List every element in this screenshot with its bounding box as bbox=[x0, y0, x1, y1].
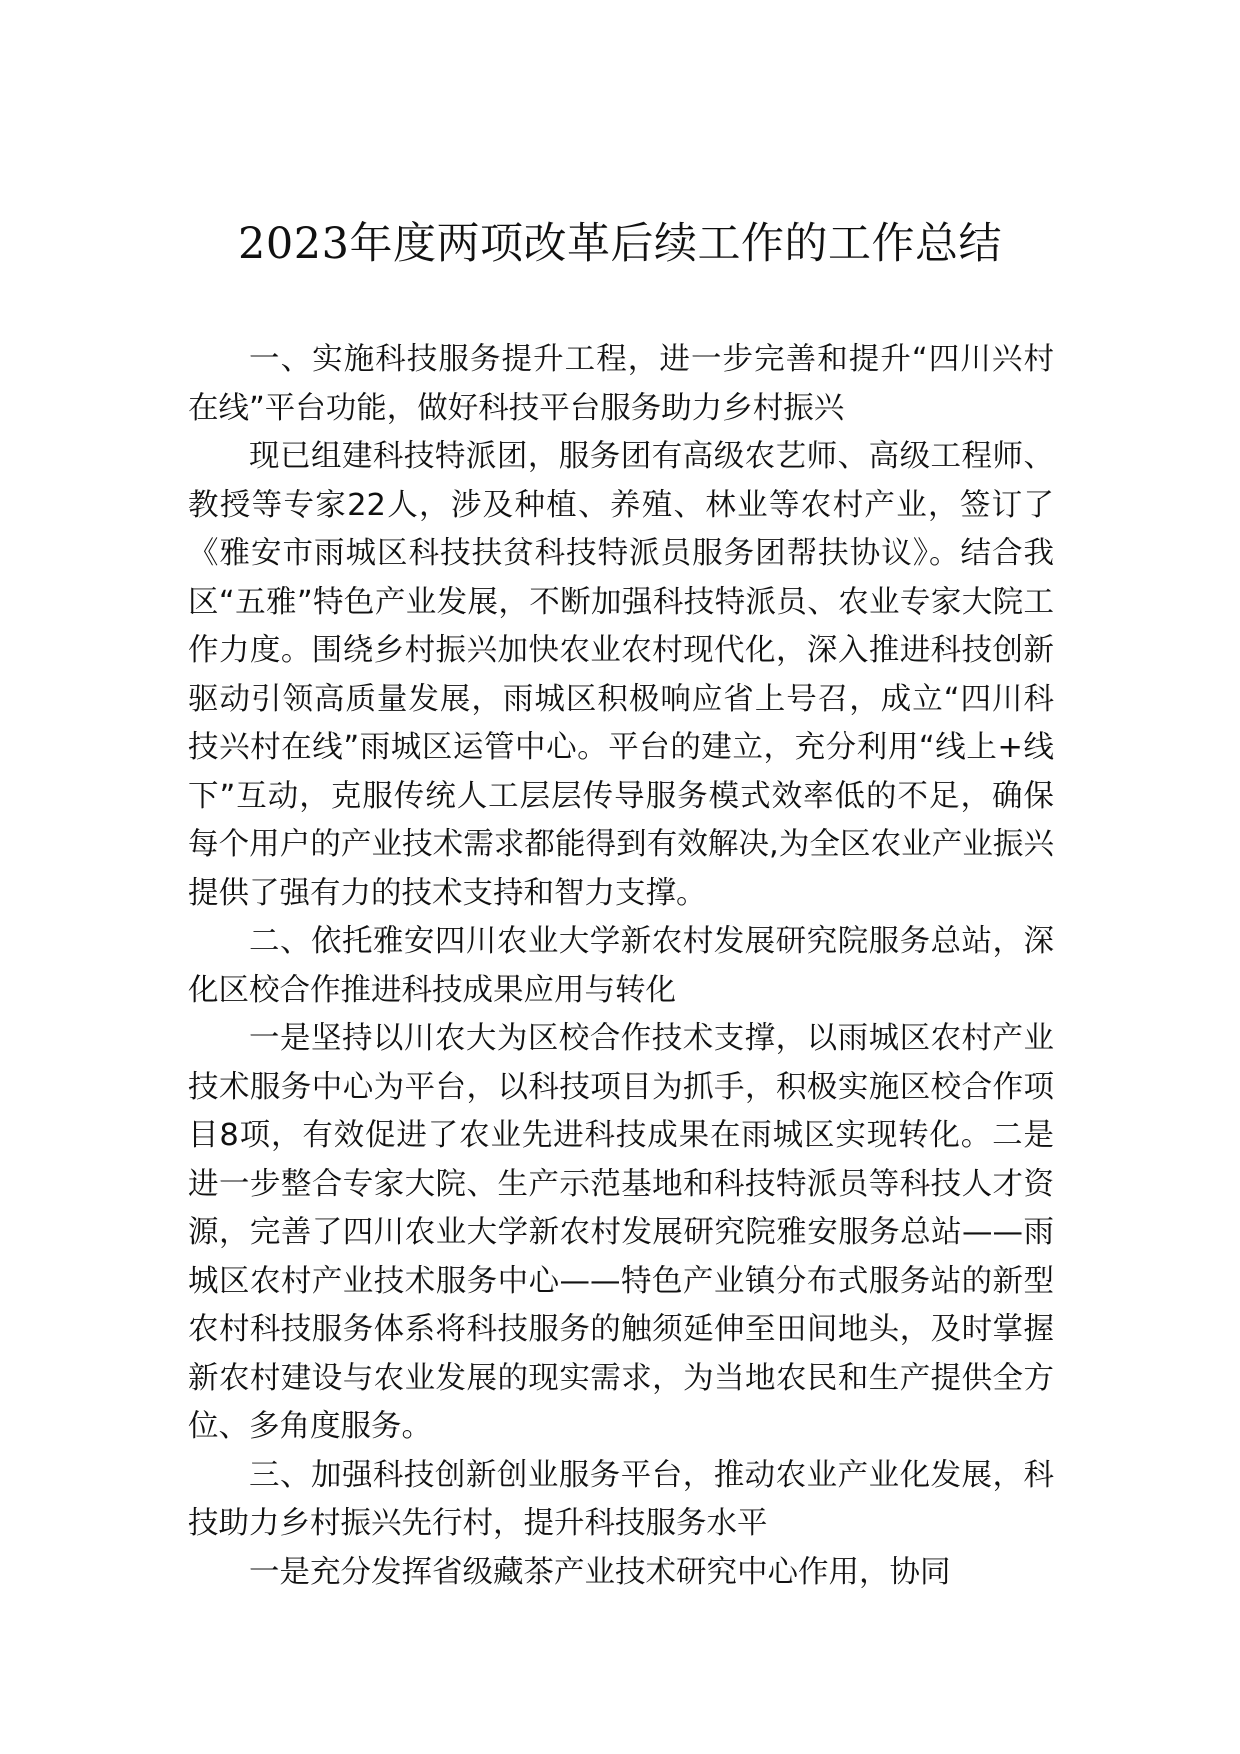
section-heading-1: 一、实施科技服务提升工程，进一步完善和提升“四川兴村在线”平台功能，做好科技平台服务助力乡村振兴 bbox=[188, 342, 1054, 426]
body-paragraph-1: 现已组建科技特派团，服务团有高级农艺师、高级工程师、教授等专家22人，涉及种植、养殖、林业等农村产业，签订了《雅安市雨城区科技扶贫科技特派员服务团帮扶协议》。结合我区“五雅”特色产业发展，不断加强科技特派员、农业专家大院工作力度。围绕乡村振兴加快农业农村现代化，深入推进科技创新驱动引领高质量发展，雨城区积极响应省上号召，成立“四川科技兴村在线”雨城区运管中心。平台的建立，充分利用“线上+线下”互动，克服传统人工层层传导服务模式效率低的不足，确保每个用户的产业技术需求都能得到有效解决,为全区农业产业振兴提供了强有力的技术支持和智力支撑。 bbox=[188, 439, 1054, 911]
section-heading-2: 二、依托雅安四川农业大学新农村发展研究院服务总站，深化区校合作推进科技成果应用与转化 bbox=[188, 924, 1054, 1008]
document-title: 2023年度两项改革后续工作的工作总结 bbox=[238, 219, 1002, 269]
document-body bbox=[188, 336, 1054, 1597]
body-paragraph-2: 一是坚持以川农大为区校合作技术支撑，以雨城区农村产业技术服务中心为平台，以科技项目为抓手，积极实施区校合作项目8项，有效促进了农业先进科技成果在雨城区实现转化。二是进一步整合专家大院、生产示范基地和科技特派员等科技人才资源，完善了四川农业大学新农村发展研究院雅安服务总站——雨城区农村产业技术服务中心——特色产业镇分布式服务站的新型农村科技服务体系将科技服务的触须延伸至田间地头，及时掌握新农村建设与农业发展的现实需求，为当地农民和生产提供全方位、多角度服务。 bbox=[188, 1021, 1054, 1444]
section-heading-3: 三、加强科技创新创业服务平台，推动农业产业化发展，科技助力乡村振兴先行村，提升科技服务水平 bbox=[188, 1457, 1054, 1541]
body-paragraph-3: 一是充分发挥省级藏茶产业技术研究中心作用，协同 bbox=[249, 1554, 951, 1590]
